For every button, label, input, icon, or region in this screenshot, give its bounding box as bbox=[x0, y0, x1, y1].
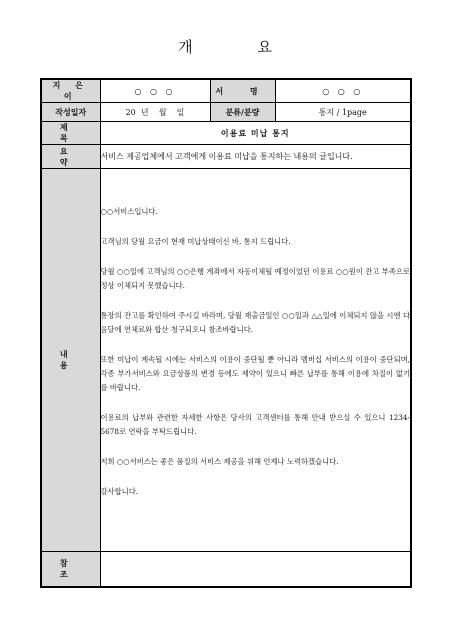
reference-label: 참 조 bbox=[41, 552, 100, 587]
content-body bbox=[100, 169, 411, 552]
content-paragraph: ○○서비스입니다. bbox=[100, 207, 158, 216]
summary-value: 서비스 제공업체에서 고객에게 이용료 미납을 통지하는 내용의 글입니다. bbox=[100, 145, 411, 169]
content-paragraph: 이용료의 납부와 관련한 자세한 사항은 당사의 고객센터를 통해 안내 받으실 수 있으니 1234-5678로 연락을 부탁드립니다. bbox=[100, 413, 410, 436]
signer-value: ○ ○ ○ bbox=[275, 79, 411, 103]
content-paragraph: 통장의 잔고를 확인하여 주시길 바라며, 당월 재출금일인 ○○일과 △△일에 이체되지 않을 시엔 다음달에 연체료와 합산 청구되오니 참조바랍니다. bbox=[100, 311, 410, 334]
date-label: 작성일자 bbox=[41, 103, 100, 122]
content-paragraph: 저희 ○○서비스는 좋은 품질의 서비스 제공을 위해 언제나 노력하겠습니다. bbox=[100, 457, 339, 466]
summary-row bbox=[41, 145, 411, 169]
signer-label: 서 명 bbox=[210, 79, 275, 103]
subject-value: 이용료 미납 통지 bbox=[100, 122, 411, 145]
author-label: 지 은 이 bbox=[41, 79, 100, 103]
subject-label: 제 목 bbox=[41, 122, 100, 145]
reference-value bbox=[100, 552, 411, 587]
content-paragraph: 또한 미납이 계속될 시에는 서비스의 이용이 중단될 뿐 아니라 멤버십 서비스의 이용이 중단되며, 각종 부가서비스와 요금상품의 변경 등에도 제약이 있으니 빠른 납부를 통해 이용에 차질이 없기를 바랍니다. bbox=[100, 355, 410, 392]
author-value: ○ ○ ○ bbox=[100, 79, 210, 103]
subject-row bbox=[41, 122, 411, 145]
author-row bbox=[41, 79, 411, 103]
date-value: 20 년 월 일 bbox=[100, 103, 210, 122]
content-paragraph: 고객님의 당월 요금이 현재 미납상태이신 바, 통지 드립니다. bbox=[100, 237, 291, 246]
date-row bbox=[41, 103, 411, 122]
category-value: 통지 / 1page bbox=[275, 103, 411, 122]
content-paragraph: 당월 ○○일에 고객님의 ○○은행 계좌에서 자동이체될 예정이었던 이용료 ○○원이 잔고 부족으로 정상 이체되지 못했습니다. bbox=[100, 267, 410, 290]
content-label: 내 용 bbox=[41, 169, 100, 552]
document-title: 개 요 bbox=[178, 38, 302, 56]
content-paragraph: 감사합니다. bbox=[100, 487, 139, 496]
category-label: 분류/분량 bbox=[210, 103, 275, 122]
overview-form-table bbox=[40, 78, 412, 588]
content-row bbox=[41, 169, 411, 552]
reference-row bbox=[41, 552, 411, 587]
summary-label: 요 약 bbox=[41, 145, 100, 169]
